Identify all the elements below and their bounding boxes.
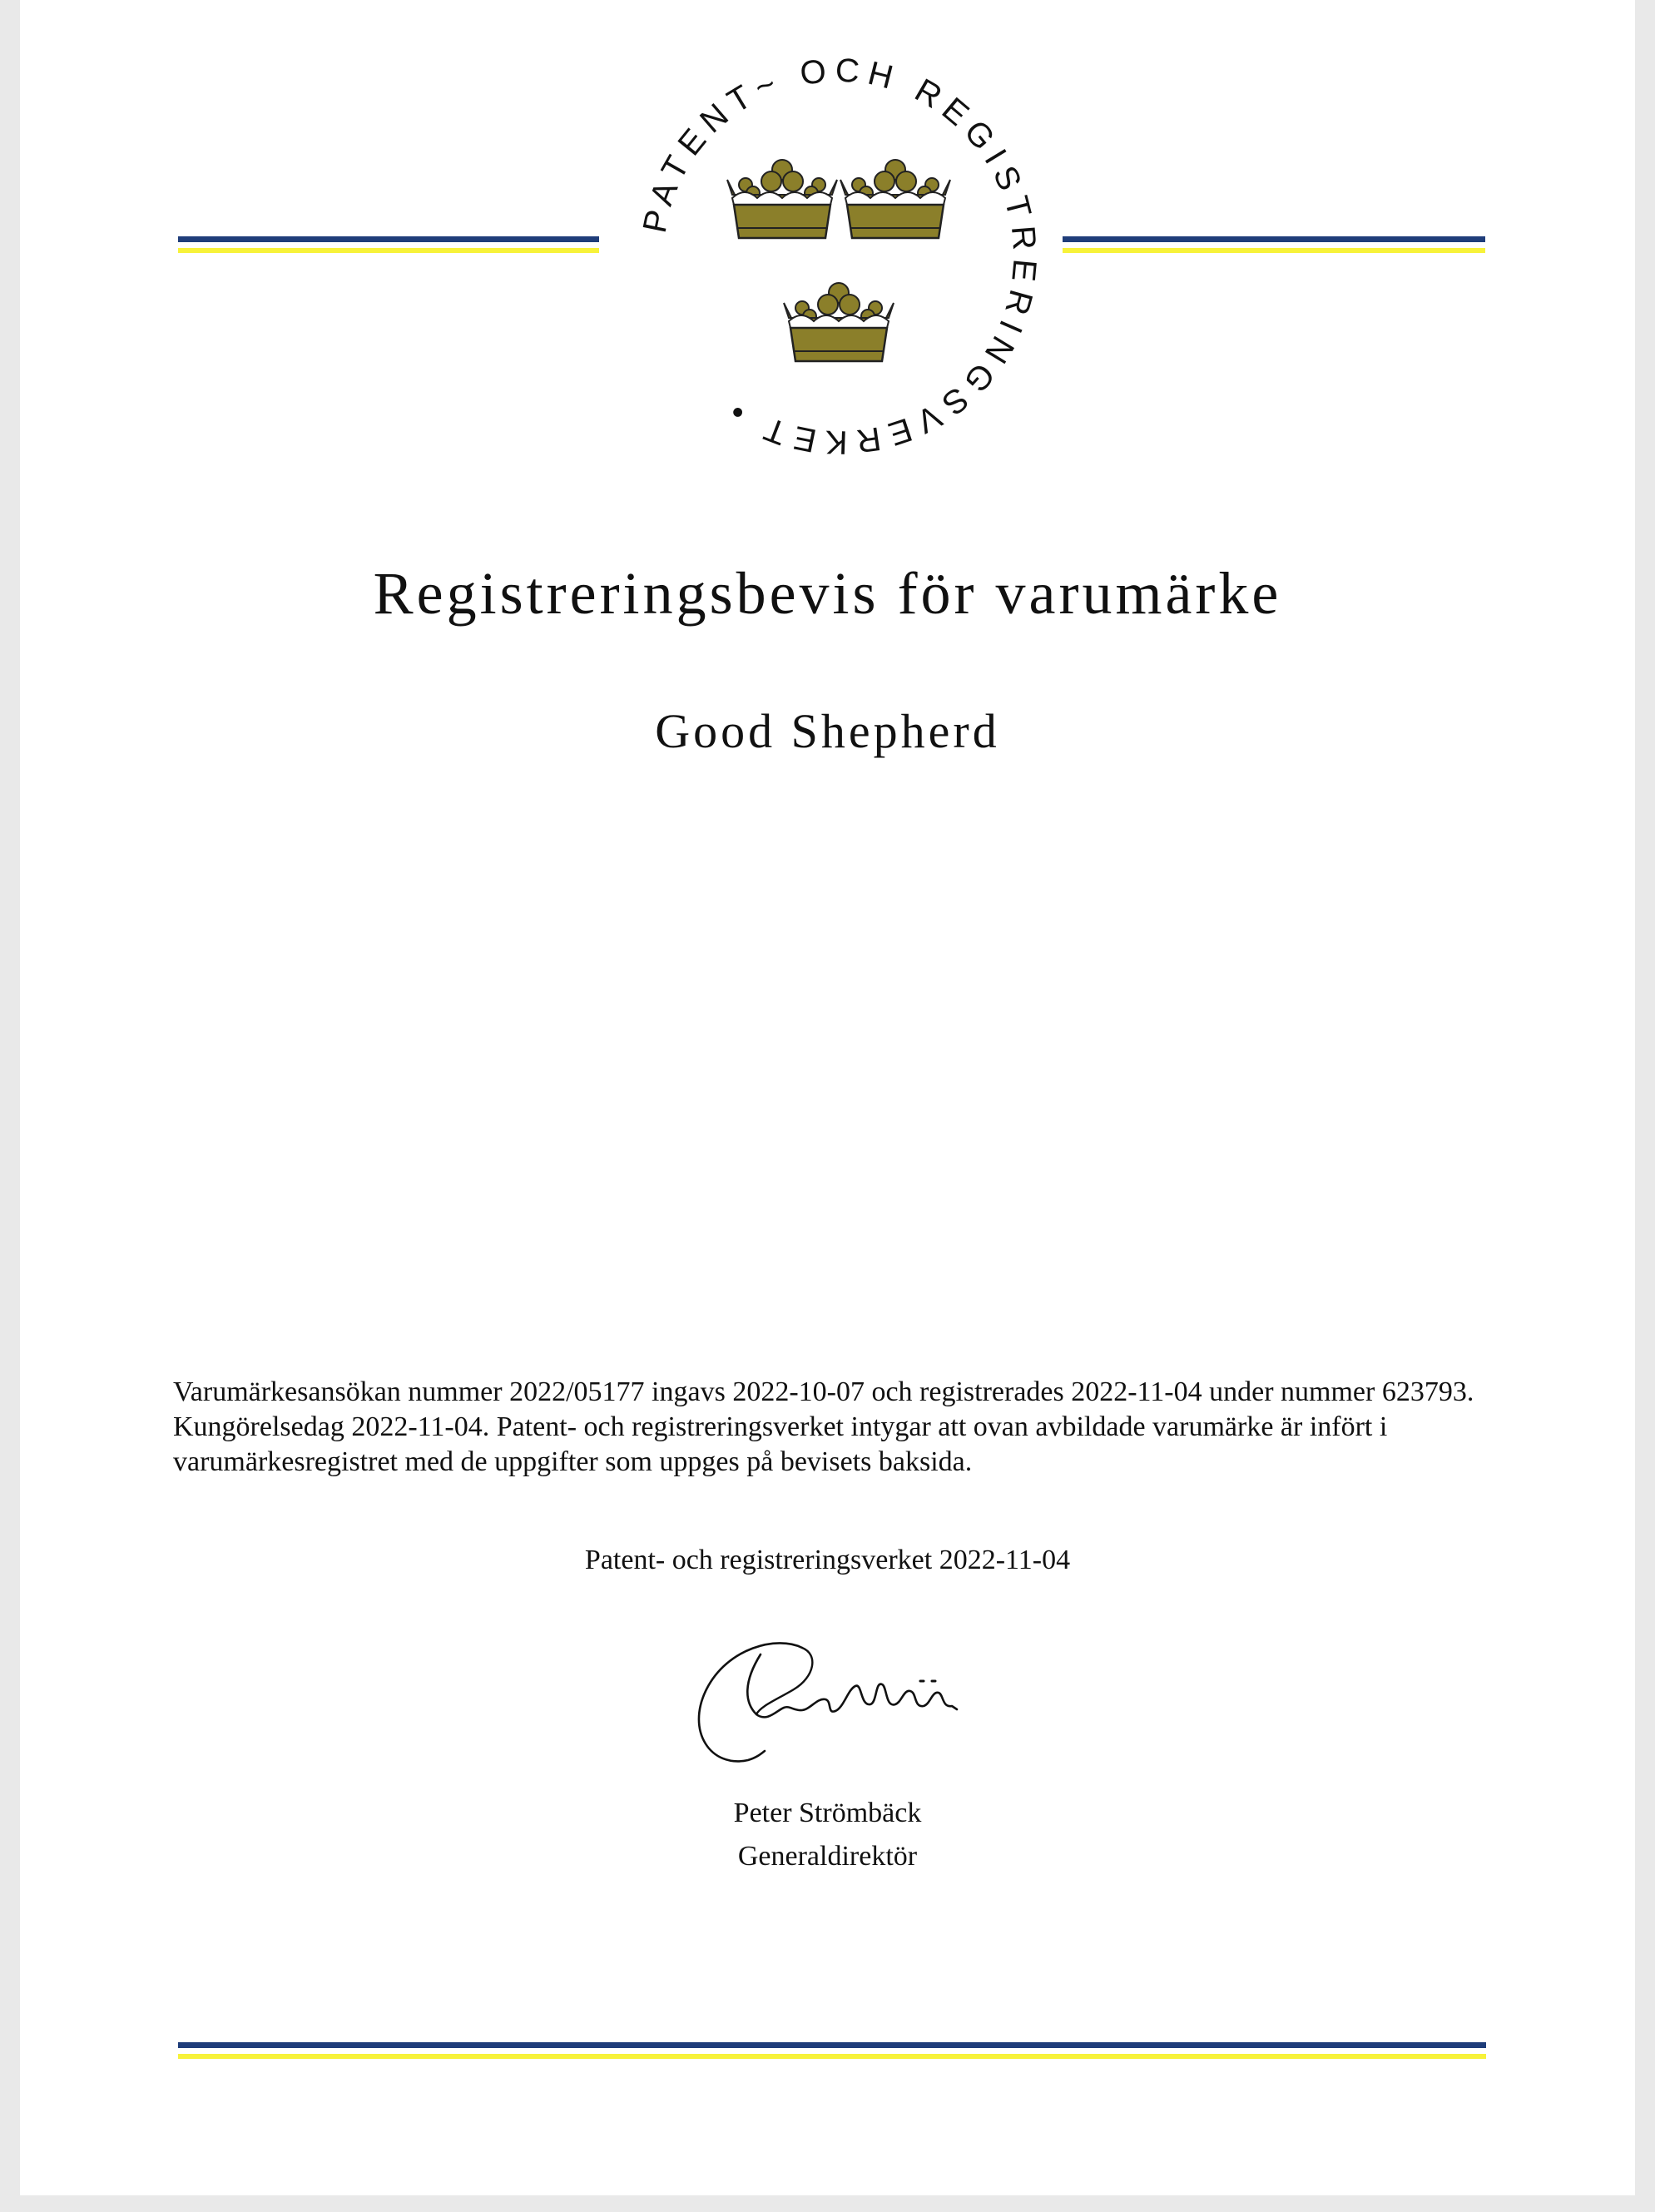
top-left-stripe bbox=[178, 236, 599, 256]
bottom-stripe bbox=[178, 2042, 1486, 2062]
stripe-yellow bbox=[178, 2054, 1486, 2059]
signature-icon bbox=[677, 1631, 1010, 1781]
stripe-blue bbox=[178, 2042, 1486, 2048]
signer-title: Generaldirektör bbox=[737, 1841, 918, 1872]
stripe-yellow bbox=[178, 248, 599, 253]
certificate-page bbox=[20, 0, 1635, 2195]
stripe-blue bbox=[178, 236, 599, 242]
seal-ring-text: PATENT~ OCH REGISTRERINGSVERKET • bbox=[636, 52, 1043, 461]
three-crowns-seal-icon bbox=[622, 40, 1055, 473]
top-right-stripe bbox=[1063, 236, 1485, 256]
certificate-title: Registreringsbevis för varumärke bbox=[373, 560, 1282, 627]
certificate-body-text: Varumärkesansökan nummer 2022/05177 ingavs 2022-10-07 och registrerades 2022-11-04 under nummer 623793. Kungörelsedag 2022-11-04. Patent- och registreringsverket intygar att ovan avbildade varumärke är infört i varumärkesregistret med de uppgifter som uppges på bevisets baksida. bbox=[173, 1376, 1474, 1477]
trademark-name: Good Shepherd bbox=[655, 704, 1000, 758]
issuer-line: Patent- och registreringsverket 2022-11-04 bbox=[584, 1545, 1071, 1575]
svg-text:PATENT~ OCH REGISTRERINGSVERKE bbox=[637, 52, 1043, 460]
signer-name: Peter Strömbäck bbox=[733, 1798, 922, 1828]
stripe-blue bbox=[1063, 236, 1485, 242]
stripe-yellow bbox=[1063, 248, 1485, 253]
